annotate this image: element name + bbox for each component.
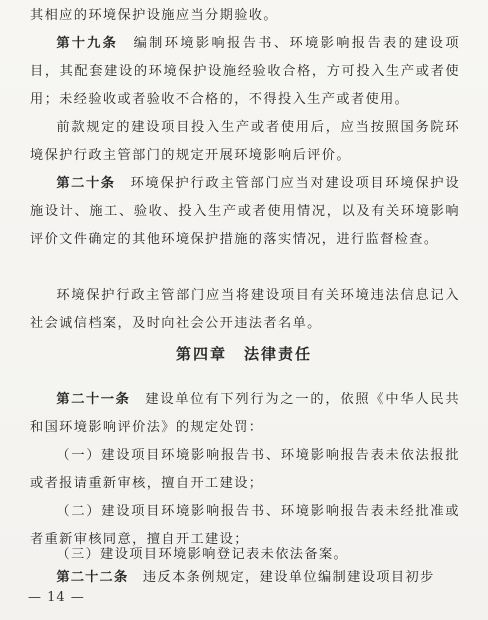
article-22 (30, 566, 460, 590)
article-19 (30, 30, 460, 114)
list-item-1-text: （一）建设项目环境影响报告书、环境影响报告表未依法报批或者报请重新审核，擅自开工建设； (30, 448, 460, 491)
article-21 (30, 386, 460, 442)
list-item-3 (30, 542, 460, 568)
article-21-title: 第二十一条 (56, 392, 131, 407)
article-20-text: 环境保护行政主管部门应当对建设项目环境保护设施设计、施工、验收、投入生产或者使用情况，以及有关环境影响评价文件确定的其他环境保护措施的落实情况，进行监督检查。 (30, 176, 460, 247)
page-number: — 14 — (28, 590, 85, 605)
list-item-2-text: （二）建设项目环境影响报告书、环境影响报告表未经批准或者重新审核同意，擅自开工建设； (30, 504, 460, 547)
list-item-3-text: （三）建设项目环境影响登记表未依法备案。 (56, 547, 349, 562)
article-22-title: 第二十二条 (56, 570, 129, 585)
paragraph-continuation (30, 2, 460, 30)
text-line: 其相应的环境保护设施应当分期验收。 (30, 8, 278, 23)
article-20-p2-text: 环境保护行政主管部门应当将建设项目有关环境违法信息记入社会诚信档案，及时向社会公开违法者名单。 (30, 288, 460, 331)
article-20 (30, 170, 460, 254)
article-19-p2-text: 前款规定的建设项目投入生产或者使用后，应当按照国务院环境保护行政主管部门的规定开展环境影响后评价。 (30, 120, 460, 163)
list-item-1 (30, 442, 460, 498)
article-20-title: 第二十条 (56, 176, 116, 191)
article-20-paragraph-2 (30, 282, 460, 338)
chapter-heading: 第四章 法律责任 (175, 345, 312, 363)
article-19-text: 编制环境影响报告书、环境影响报告表的建设项目，其配套建设的环境保护设施经验收合格，方可投入生产或者使用；未经验收或者验收不合格的，不得投入生产或者使用。 (30, 36, 460, 107)
article-19-paragraph-2 (30, 114, 460, 170)
article-22-text: 违反本条例规定，建设单位编制建设项目初步 (142, 570, 435, 585)
article-21-text: 建设单位有下列行为之一的，依照《中华人民共和国环境影响评价法》的规定处罚： (30, 392, 461, 435)
article-19-title: 第十九条 (56, 36, 118, 51)
